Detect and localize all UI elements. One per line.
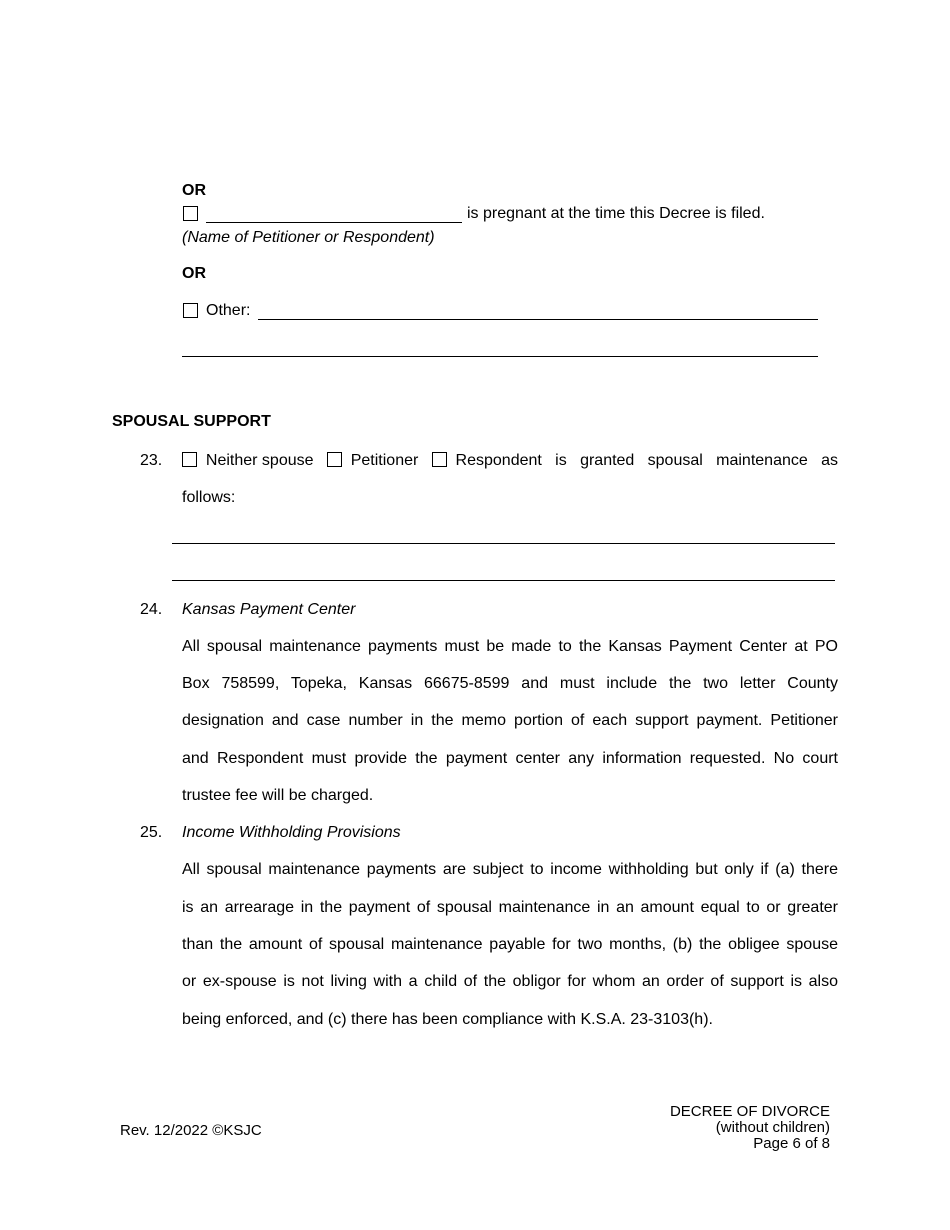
item-title: Income Withholding Provisions	[182, 824, 401, 841]
item23-word: is	[555, 452, 567, 469]
other-blank-line-1[interactable]	[258, 319, 818, 320]
paragraph-line: than the amount of spousal maintenance payable for two months, (b) the obligee spouse	[182, 936, 838, 953]
follows-text: follows:	[182, 489, 236, 506]
respondent-option[interactable]	[432, 451, 542, 471]
paragraph-line: designation and case number in the memo portion of each support payment. Petitioner	[182, 712, 838, 729]
paragraph-line: All spousal maintenance payments must be made to the Kansas Payment Center at PO	[182, 638, 838, 655]
name-caption: (Name of Petitioner or Respondent)	[182, 229, 435, 246]
item23-word: maintenance	[716, 452, 808, 469]
item-number: 24.	[140, 601, 163, 618]
paragraph-line: and Respondent must provide the payment center any information requested. No court	[182, 750, 838, 767]
paragraph-line: or ex-spouse is not living with a child of the obligor for whom an order of support is also	[182, 973, 838, 990]
doc-subtitle: (without children)	[715, 1119, 830, 1136]
item-number: 25.	[140, 824, 163, 841]
pregnant-text: is pregnant at the time this Decree is filed.	[467, 205, 765, 222]
other-checkbox[interactable]	[183, 303, 198, 318]
petitioner-checkbox[interactable]	[327, 452, 342, 467]
paragraph-line: Box 758599, Topeka, Kansas 66675-8599 and must include the two letter County	[182, 675, 838, 692]
page-number: Page 6 of 8	[753, 1135, 830, 1152]
item23-word: spousal	[647, 452, 703, 469]
item-number: 23.	[140, 452, 163, 469]
paragraph-line: All spousal maintenance payments are subject to income withholding but only if (a) there	[182, 861, 838, 878]
paragraph-line: being enforced, and (c) there has been compliance with K.S.A. 23-3103(h).	[182, 1011, 713, 1028]
paragraph-line: is an arrearage in the payment of spousal maintenance in an amount equal to or greater	[182, 899, 838, 916]
maintenance-blank-line-2[interactable]	[172, 580, 835, 581]
pregnant-checkbox[interactable]	[183, 206, 198, 221]
or-label: OR	[182, 182, 206, 199]
item-title: Kansas Payment Center	[182, 601, 356, 618]
petitioner-option[interactable]	[327, 451, 418, 471]
maintenance-blank-line-1[interactable]	[172, 543, 835, 544]
doc-title: DECREE OF DIVORCE	[669, 1103, 830, 1120]
item23-word: granted	[580, 452, 635, 469]
pregnant-name-blank[interactable]	[206, 222, 462, 223]
respondent-label: Respondent	[455, 452, 542, 469]
neither-spouse-label: Neither spouse	[205, 452, 314, 469]
respondent-checkbox[interactable]	[432, 452, 447, 467]
item23-line	[182, 451, 838, 471]
footer-doc-info	[670, 1104, 830, 1152]
paragraph-line: trustee fee will be charged.	[182, 787, 374, 804]
neither-spouse-checkbox[interactable]	[182, 452, 197, 467]
other-label: Other:	[206, 302, 251, 319]
neither-spouse-option[interactable]	[182, 451, 314, 471]
item23-word: as	[821, 452, 838, 469]
other-blank-line-2[interactable]	[182, 356, 818, 357]
petitioner-label: Petitioner	[350, 452, 419, 469]
or-label: OR	[182, 265, 206, 282]
revision-label: Rev. 12/2022 ©KSJC	[120, 1122, 262, 1139]
section-heading: SPOUSAL SUPPORT	[112, 413, 271, 430]
